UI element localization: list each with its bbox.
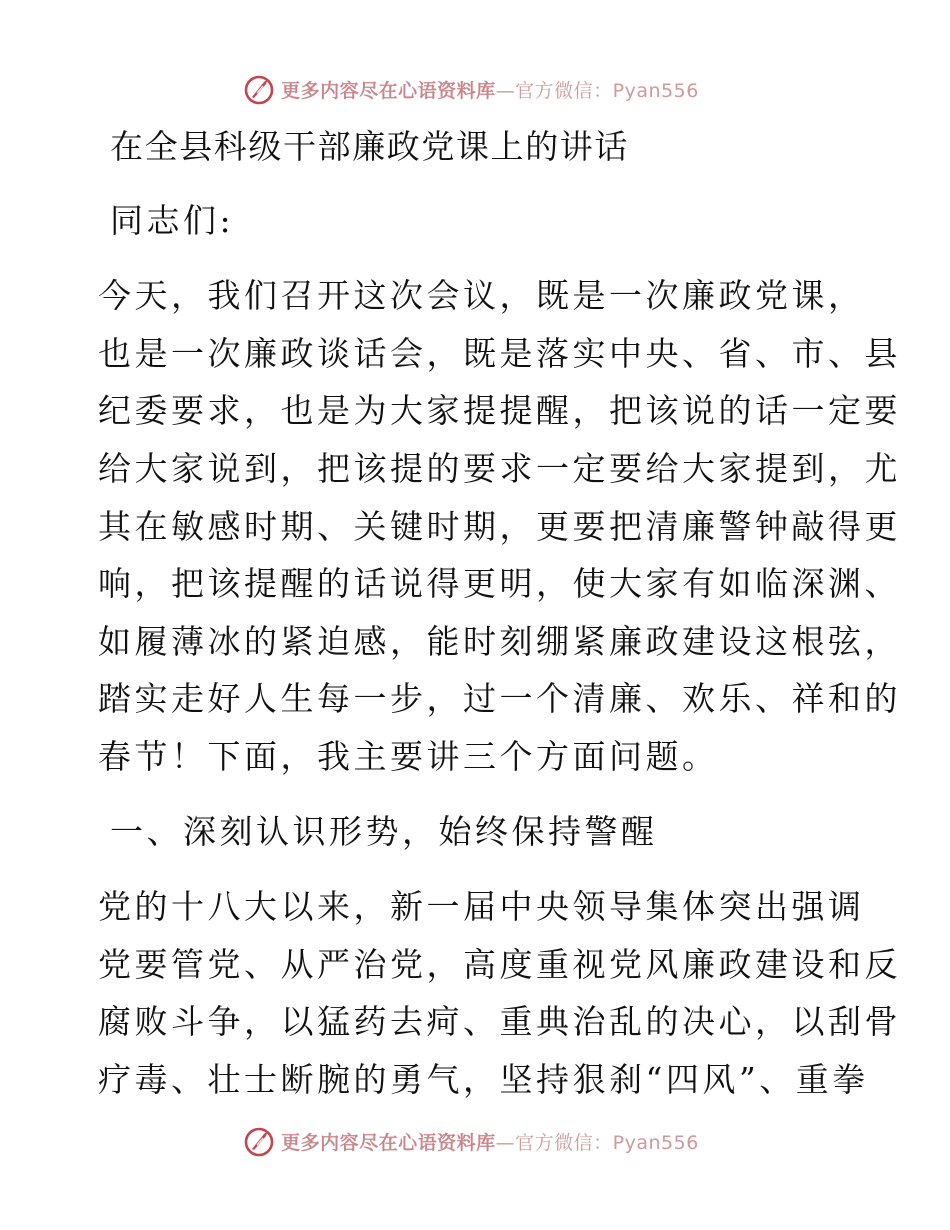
quill-logo-icon <box>243 1125 275 1157</box>
section-heading: 一、深刻认识形势，始终保持警醒 <box>110 812 658 851</box>
watermark-text: 更多内容尽在心语资料库—官方微信：Pyan556 <box>281 1131 699 1154</box>
paragraph-line: 踏实走好人生每一步，过一个清廉、欢乐、祥和的 <box>98 679 901 718</box>
quill-logo-icon <box>243 73 275 105</box>
paragraph-line: 纪委要求，也是为大家提提醒，把该说的话一定要 <box>98 391 901 430</box>
watermark-text: 更多内容尽在心语资料库—官方微信：Pyan556 <box>281 79 699 102</box>
document-title: 在全县科级干部廉政党课上的讲话 <box>110 127 629 166</box>
paragraph-line: 今天，我们召开这次会议，既是一次廉政党课， <box>98 276 865 315</box>
paragraph-line: 腐败斗争，以猛药去疴、重典治乱的决心，以刮骨 <box>98 1002 901 1041</box>
salutation: 同志们: <box>110 201 235 240</box>
paragraph-line: 党的十八大以来，新一届中央领导集体突出强调 <box>98 887 865 926</box>
paragraph-line: 其在敏感时期、关键时期，更要把清廉警钟敲得更 <box>98 507 901 546</box>
paragraph-line: 响，把该提醒的话说得更明，使大家有如临深渊、 <box>98 564 901 603</box>
paragraph-line: 如履薄冰的紧迫感，能时刻绷紧廉政建设这根弦， <box>98 622 901 661</box>
paragraph-line: 疗毒、壮士断腕的勇气，坚持狠刹“四风”、重拳 <box>98 1060 869 1099</box>
paragraph-line: 春节！下面，我主要讲三个方面问题。 <box>98 737 719 776</box>
header-watermark <box>0 72 950 106</box>
paragraph-line: 党要管党、从严治党，高度重视党风廉政建设和反 <box>98 945 901 984</box>
paragraph-line: 给大家说到，把该提的要求一定要给大家提到，尤 <box>98 449 901 488</box>
footer-watermark <box>0 1124 950 1158</box>
paragraph-line: 也是一次廉政谈话会，既是落实中央、省、市、县 <box>98 334 901 373</box>
